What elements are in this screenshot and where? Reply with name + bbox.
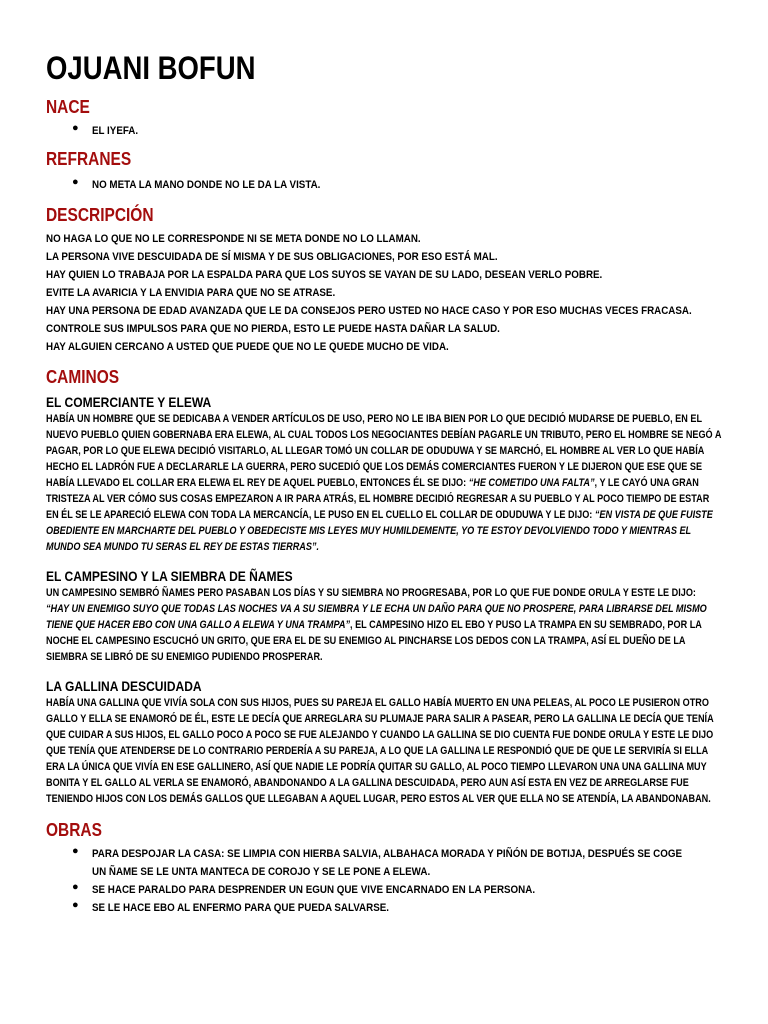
descripcion-line: EVITE LA AVARICIA Y LA ENVIDIA PARA QUE NO SE ATRASE. xyxy=(46,287,336,299)
camino-line: BONITA Y EL GALLO AL VERLA SE ENAMORÓ, ABANDONANDO A LA GALLINA DESCUIDADA, PERO AUN ASÍ ESTA EN VEZ DE ARREGLARSE FUE xyxy=(46,777,689,789)
list-item-text: UN ÑAME SE LE UNTA MANTECA DE COROJO Y SE LE PONE A ELEWA. xyxy=(92,866,431,878)
camino-line: TRISTEZA AL VER CÓMO SUS COSAS EMPEZARON A IR PARA ATRÁS, EL HOMBRE DECIDIÓ REGRESAR A SU PUEBLO Y AL POCO TIEMPO DE ESTAR xyxy=(46,493,710,505)
section-heading-nace: NACE xyxy=(46,97,90,117)
camino-line: GALLO Y ELLA SE ENAMORÓ DE ÉL, ESTE LE DECÍA QUE ARREGLARA SU PLUMAJE PARA SALIR A PASEAR, PERO LA GALLINA LE DECÍA QUE TENÍA xyxy=(46,713,714,725)
page-title: OJUANI BOFUN xyxy=(46,50,256,86)
camino-quote-line: “HAY UN ENEMIGO SUYO QUE TODAS LAS NOCHES VA A SU SIEMBRA Y LE ECHA UN DAÑO PARA QUE NO PROSPERE, PARA LIBRARSE DEL MISMO xyxy=(46,603,707,615)
camino-line: ERA LA ÚNICA QUE VIVÍA EN ESE GALLINERO, ASÍ QUE NADIE LE PODRÍA QUITAR SU GALLO, AL POCO TIEMPO LLEVARON UNA UNA GALLINA MUY xyxy=(46,761,707,773)
camino-line: HABÍA UNA GALLINA QUE VIVÍA SOLA CON SUS HIJOS, PUES SU PAREJA EL GALLO HABÍA MUERTO EN UNA PELEAS, AL POCO LE PUSIERON OTRO xyxy=(46,697,709,709)
camino-quote: TIENE QUE HACER EBO CON UNA GALLO A ELEWA Y UNA TRAMPA” xyxy=(46,619,351,631)
refranes-list xyxy=(46,176,722,194)
camino-title: EL CAMPESINO Y LA SIEMBRA DE ÑAMES xyxy=(46,568,293,584)
camino-line: PAGAR, POR LO QUE ELEWA DECIDIÓ VISITARLO, AL LLEGAR TOMÓ UN COLLAR DE ODUDUWA Y SE MARCHÓ, EL HOMBRE AL VER LO QUE HABÍA xyxy=(46,445,705,457)
camino-quote: “HE COMETIDO UNA FALTA” xyxy=(468,477,595,489)
descripcion-line: NO HAGA LO QUE NO LE CORRESPONDE NI SE META DONDE NO LO LLAMAN. xyxy=(46,233,421,245)
camino-line xyxy=(46,475,699,491)
list-item xyxy=(46,845,722,881)
camino-campesino xyxy=(46,567,722,665)
bullet-icon: ● xyxy=(72,845,79,857)
bullet-icon: ● xyxy=(72,176,79,188)
descripcion-line: HAY ALGUIEN CERCANO A USTED QUE PUEDE QUE NO LE QUEDE MUCHO DE VIDA. xyxy=(46,341,449,353)
camino-text: , EL CAMPESINO HIZO EL EBO Y PUSO LA TRAMPA EN SU SEMBRADO, POR LA xyxy=(350,619,702,631)
section-heading-obras: OBRAS xyxy=(46,820,102,840)
descripcion-line: CONTROLE SUS IMPULSOS PARA QUE NO PIERDA, ESTO LE PUEDE HASTA DAÑAR LA SALUD. xyxy=(46,323,500,335)
camino-comerciante xyxy=(46,393,722,555)
camino-gallina xyxy=(46,677,722,807)
camino-quote-line: OBEDIENTE EN MARCHARTE DEL PUEBLO Y OBEDECISTE MIS LEYES MUY HUMILDEMENTE, YO TE ESTOY DEVOLVIENDO TODO Y MIENTRAS EL xyxy=(46,525,692,537)
camino-line: HECHO EL LADRÓN FUE A DECLARARLE LA GUERRA, PERO SUCEDIÓ QUE LOS DEMÁS COMERCIANTES FUERON Y LE DIJERON QUE ESE QUE SE xyxy=(46,461,703,473)
section-heading-refranes: REFRANES xyxy=(46,149,132,169)
camino-title: EL COMERCIANTE Y ELEWA xyxy=(46,394,212,410)
camino-line: NUEVO PUEBLO QUIEN GOBERNABA ERA ELEWA, AL CUAL TODOS LOS NEGOCIANTES DEBÍAN PAGARLE UN TRIBUTO, PERO EL HOMBRE SE NEGÓ A xyxy=(46,429,722,441)
section-heading-caminos: CAMINOS xyxy=(46,367,120,387)
camino-line: UN CAMPESINO SEMBRÓ ÑAMES PERO PASABAN LOS DÍAS Y SU SIEMBRA NO PROGRESABA, POR LO QUE FUE DONDE ORULA Y ESTE LE DIJO: xyxy=(46,587,696,599)
camino-title: LA GALLINA DESCUIDADA xyxy=(46,678,202,694)
camino-quote-line: MUNDO SEA MUNDO TU SERAS EL REY DE ESTAS TIERRAS”. xyxy=(46,541,320,553)
camino-text: HABÍA LLEVADO EL COLLAR ERA ELEWA EL REY DE AQUEL PUEBLO, ENTONCES ÉL SE DIJO: xyxy=(46,477,469,489)
camino-line: QUE CUIDAR A SUS HIJOS, EL GALLO POCO A POCO SE FUE ALEJANDO Y CUANDO LA GALLINA SE DIO CUENTA FUE DONDE ORULA Y ESTE LE DIJO xyxy=(46,729,714,741)
list-item xyxy=(46,881,722,899)
obras-list xyxy=(46,845,722,917)
camino-line: TENIENDO HIJOS CON LOS DEMÁS GALLOS QUE LLEGABAN A AQUEL LUGAR, PERO ESTOS AL VER QUE ELLA NO SE ATENDÍA, LA ABANDONABAN. xyxy=(46,793,711,805)
descripcion-body xyxy=(46,230,722,356)
camino-line xyxy=(46,507,713,523)
camino-line: HABÍA UN HOMBRE QUE SE DEDICABA A VENDER ARTÍCULOS DE USO, PERO NO LE IBA BIEN POR LO QUE DECIDIÓ MUDARSE DE PUEBLO, EN EL xyxy=(46,413,703,425)
camino-line xyxy=(46,617,702,633)
camino-line: NOCHE EL CAMPESINO ESCUCHÓ UN GRITO, QUE ERA EL DE SU ENEMIGO AL PINCHARSE LOS DEDOS CON LA TRAMPA, ASÍ EL DUEÑO DE LA xyxy=(46,635,686,647)
descripcion-line: HAY UNA PERSONA DE EDAD AVANZADA QUE LE DA CONSEJOS PERO USTED NO HACE CASO Y POR ESO MUCHAS VECES FRACASA. xyxy=(46,305,692,317)
section-heading-descripcion: DESCRIPCIÓN xyxy=(46,205,154,225)
list-item-text: EL IYEFA. xyxy=(92,125,139,137)
list-item xyxy=(46,122,722,140)
list-item-text: NO META LA MANO DONDE NO LE DA LA VISTA. xyxy=(92,179,321,191)
bullet-icon: ● xyxy=(72,881,79,893)
camino-text: EN ÉL SE LE APARECIÓ ELEWA CON TODA LA MERCANCÍA, LE PUSO EN EL CUELLO EL COLLAR DE ODUDUWA Y LE DIJO: xyxy=(46,509,595,521)
camino-text: , Y LE CAYÓ UNA GRAN xyxy=(594,477,699,489)
list-item xyxy=(46,176,722,194)
list-item-text: PARA DESPOJAR LA CASA: SE LIMPIA CON HIERBA SALVIA, ALBAHACA MORADA Y PIÑÓN DE BOTIJA, DESPUÉS SE COGE xyxy=(92,848,682,860)
nace-list xyxy=(46,122,722,140)
list-item-text: SE LE HACE EBO AL ENFERMO PARA QUE PUEDA SALVARSE. xyxy=(92,902,389,914)
camino-line: SIEMBRA SE LIBRÓ DE SU ENEMIGO PUDIENDO PROSPERAR. xyxy=(46,651,323,663)
descripcion-line: HAY QUIEN LO TRABAJA POR LA ESPALDA PARA QUE LOS SUYOS SE VAYAN DE SU LADO, DESEAN VERLO POBRE. xyxy=(46,269,603,281)
camino-line: QUE TENÍA QUE ATENDERSE DE LO CONTRARIO PERDERÍA A SU PAREJA, A LO QUE LA GALLINA LE RESPONDIÓ QUE DE QUE LE SERVIRÍA SI ELLA xyxy=(46,745,709,757)
list-item xyxy=(46,899,722,917)
descripcion-line: LA PERSONA VIVE DESCUIDADA DE SÍ MISMA Y DE SUS OBLIGACIONES, POR ESO ESTÁ MAL. xyxy=(46,251,498,263)
bullet-icon: ● xyxy=(72,899,79,911)
list-item-text: SE HACE PARALDO PARA DESPRENDER UN EGUN QUE VIVE ENCARNADO EN LA PERSONA. xyxy=(92,884,536,896)
bullet-icon: ● xyxy=(72,122,79,134)
camino-quote: “EN VISTA DE QUE FUISTE xyxy=(594,509,713,521)
